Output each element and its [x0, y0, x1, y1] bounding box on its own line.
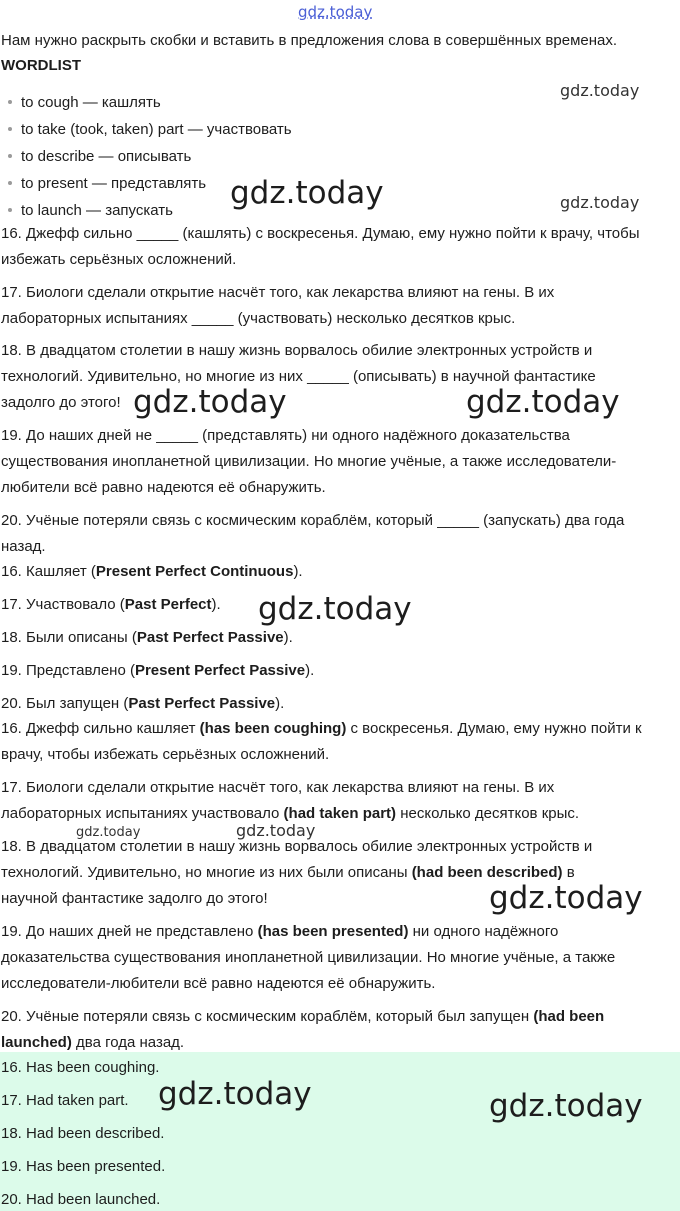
translation-18-line2: технологий. Удивительно, но многие из них были описаны (had been described) в [1, 864, 575, 881]
exercise-16-line2: избежать серьёзных осложнений. [1, 251, 237, 268]
watermark-top: gdz.today [298, 3, 373, 21]
wordlist-item: to present — представлять [8, 175, 206, 193]
exercise-17-line1: 17. Биологи сделали открытие насчёт того, как лекарства влияют на гены. В их [1, 284, 555, 301]
watermark: gdz.today [466, 384, 620, 420]
tense-16: 16. Кашляет (Present Perfect Continuous). [1, 563, 303, 580]
watermark: gdz.today [76, 825, 141, 840]
translation-19-line3: исследователи-любители всё равно надеются её обнаружить. [1, 975, 436, 992]
watermark: gdz.today [560, 193, 640, 212]
wordlist-item: to take (took, taken) part — участвовать [8, 121, 292, 139]
translation-18-line1: 18. В двадцатом столетии в нашу жизнь ворвалось обилие электронных устройств и [1, 838, 593, 855]
translation-17-line1: 17. Биологи сделали открытие насчёт того, как лекарства влияют на гены. В их [1, 779, 555, 796]
translation-20-line2: launched) два года назад. [1, 1034, 185, 1051]
watermark: gdz.today [258, 591, 412, 627]
translation-20-line1: 20. Учёные потеряли связь с космическим кораблём, который был запущен (had been [1, 1008, 605, 1025]
watermark: gdz.today [230, 175, 384, 211]
answer-16: 16. Has been coughing. [1, 1059, 160, 1076]
answer-17: 17. Had taken part. [1, 1092, 129, 1109]
watermark: gdz.today [489, 1088, 643, 1124]
tense-20: 20. Был запущен (Past Perfect Passive). [1, 695, 285, 712]
instruction-text: Нам нужно раскрыть скобки и вставить в предложения слова в совершённых временах. [1, 32, 618, 49]
translation-19-line2: доказательства существования инопланетной цивилизации. Но многие учёные, а также [1, 949, 616, 966]
bullet-icon [8, 127, 12, 131]
wordlist-item: to describe — описывать [8, 148, 191, 166]
bullet-icon [8, 154, 12, 158]
exercise-16-line1: 16. Джефф сильно _____ (кашлять) с воскресенья. Думаю, ему нужно пойти к врачу, чтобы [1, 225, 640, 242]
exercise-19-line3: любители всё равно надеются её обнаружить. [1, 479, 326, 496]
exercise-19-line2: существования инопланетной цивилизации. Но многие учёные, а также исследователи- [1, 453, 617, 470]
tense-19: 19. Представлено (Present Perfect Passive). [1, 662, 315, 679]
translation-18-line3: научной фантастике задолго до этого! [1, 890, 268, 907]
exercise-19-line1: 19. До наших дней не _____ (представлять) ни одного надёжного доказательства [1, 427, 570, 444]
wordlist-item: to cough — кашлять [8, 94, 161, 112]
bullet-icon [8, 181, 12, 185]
answer-18: 18. Had been described. [1, 1125, 165, 1142]
wordlist-item: to launch — запускать [8, 202, 173, 220]
exercise-18-line3: задолго до этого! [1, 394, 121, 411]
watermark: gdz.today [236, 821, 316, 840]
translation-19-line1: 19. До наших дней не представлено (has been presented) ни одного надёжного [1, 923, 559, 940]
bullet-icon [8, 208, 12, 212]
translation-16-line1: 16. Джефф сильно кашляет (has been coughing) с воскресенья. Думаю, ему нужно пойти к [1, 720, 642, 737]
watermark: gdz.today [560, 81, 640, 100]
answer-20: 20. Had been launched. [1, 1191, 161, 1208]
watermark: gdz.today [158, 1076, 312, 1112]
tense-17: 17. Участвовало (Past Perfect). [1, 596, 221, 613]
wordlist-heading: WORDLIST [1, 57, 81, 74]
watermark: gdz.today [489, 880, 643, 916]
exercise-20-line2: назад. [1, 538, 46, 555]
exercise-20-line1: 20. Учёные потеряли связь с космическим кораблём, который _____ (запускать) два года [1, 512, 625, 529]
exercise-18-line1: 18. В двадцатом столетии в нашу жизнь ворвалось обилие электронных устройств и [1, 342, 593, 359]
translation-16-line2: врачу, чтобы избежать серьёзных осложнений. [1, 746, 330, 763]
exercise-18-line2: технологий. Удивительно, но многие из них _____ (описывать) в научной фантастике [1, 368, 596, 385]
tense-18: 18. Были описаны (Past Perfect Passive). [1, 629, 293, 646]
watermark: gdz.today [133, 384, 287, 420]
translation-17-line2: лабораторных испытаниях участвовало (had taken part) несколько десятков крыс. [1, 805, 580, 822]
bullet-icon [8, 100, 12, 104]
exercise-17-line2: лабораторных испытаниях _____ (участвовать) несколько десятков крыс. [1, 310, 516, 327]
answer-19: 19. Has been presented. [1, 1158, 166, 1175]
